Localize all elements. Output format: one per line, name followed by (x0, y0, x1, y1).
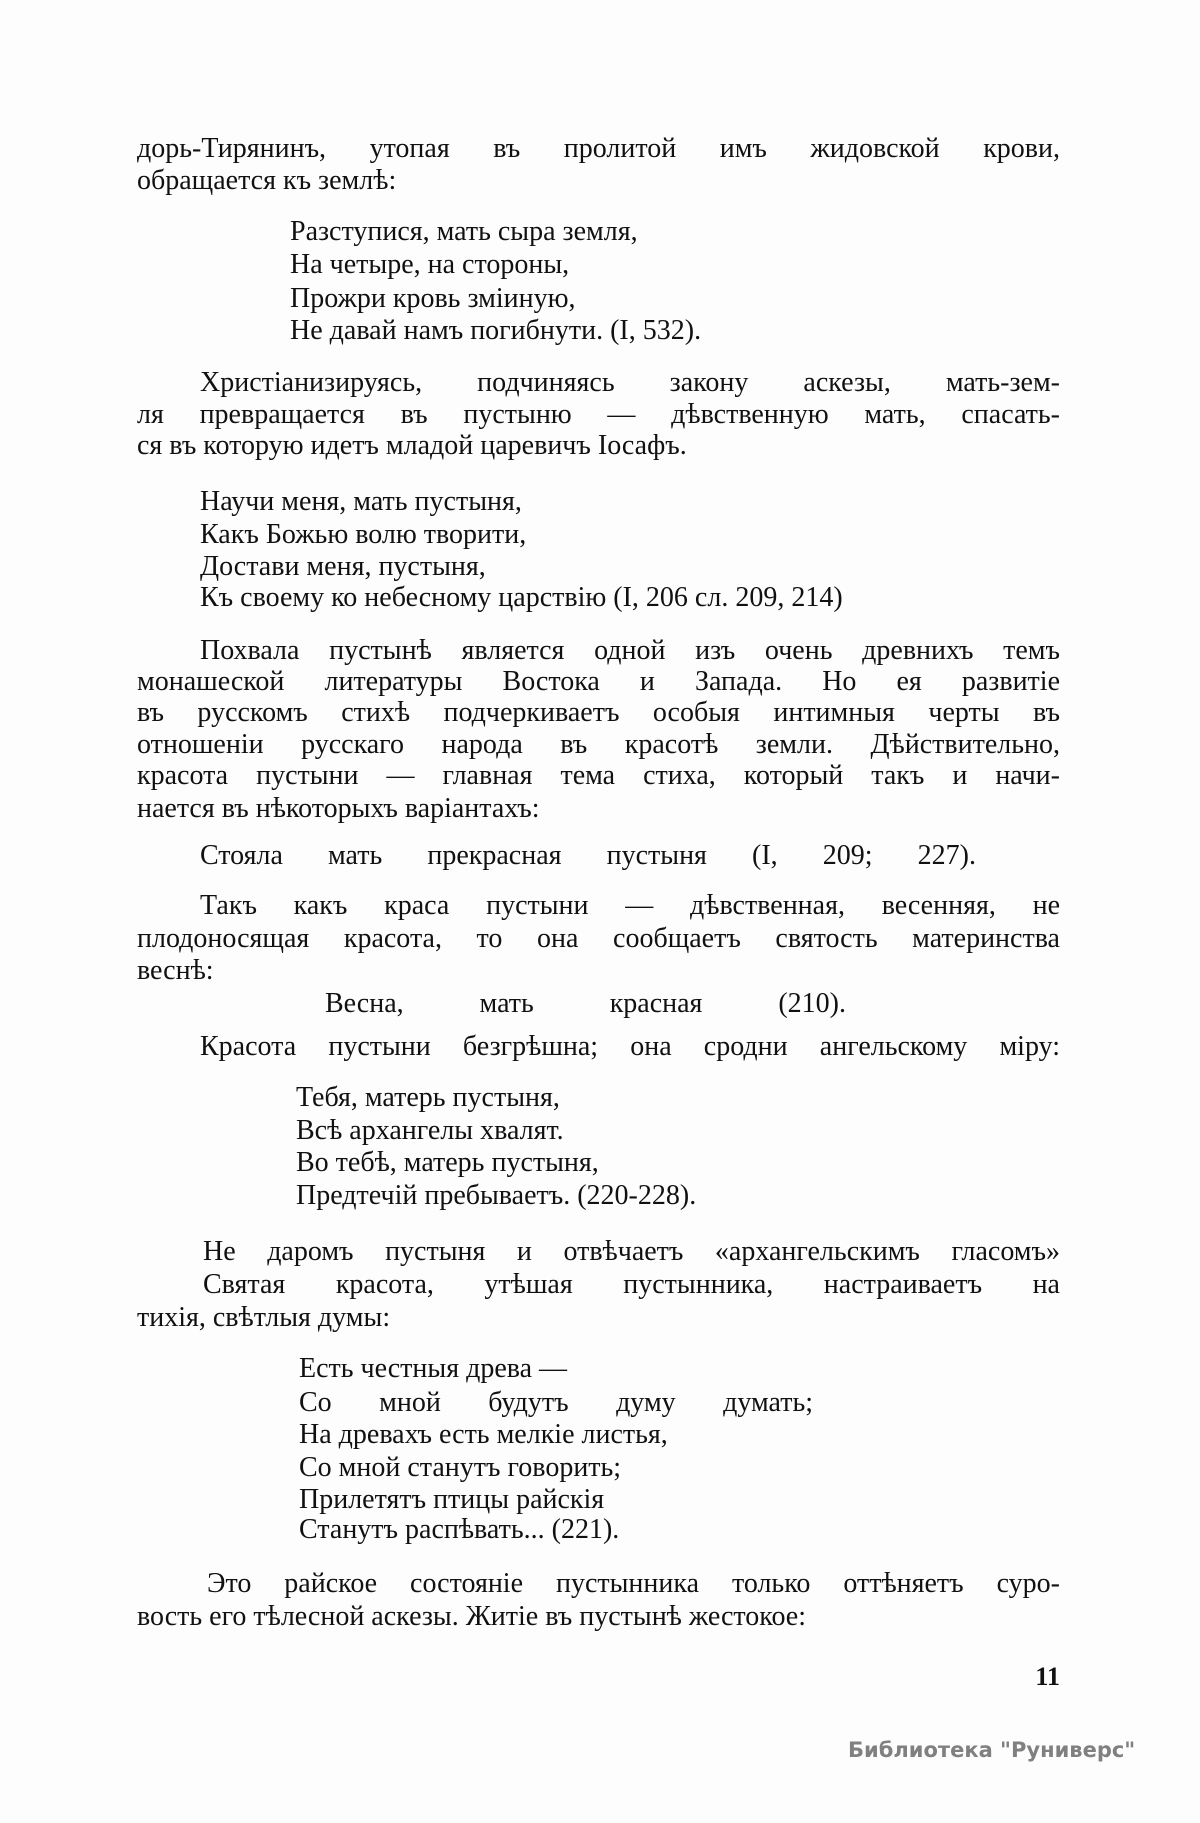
text-line: вость его тѣлесной аскезы. Житіе въ пустынѣ жестокое: (137, 1601, 807, 1632)
text-line: нается въ нѣкоторыхъ варіантахъ: (137, 793, 540, 824)
verse-line: Прилетятъ птицы райскія (299, 1484, 605, 1515)
text-line: Святая красота, утѣшая пустынника, настраиваетъ на (203, 1269, 1060, 1300)
text-line: плодоносящая красота, то она сообщаетъ святость материнства (137, 923, 1060, 954)
text-line: въ русскомъ стихѣ подчеркиваетъ особыя интимныя черты въ (137, 697, 1060, 728)
text-line: веснѣ: (137, 955, 214, 986)
verse-line: Прожри кровь зміиную, (290, 283, 576, 314)
verse-line: Со мной станутъ говорить; (299, 1452, 622, 1483)
verse-line: Есть честныя древа — (299, 1353, 568, 1384)
verse-line: Къ своему ко небесному царствію (I, 206 сл. 209, 214) (200, 582, 843, 613)
text-line: Такъ какъ краса пустыни — дѣвственная, весенняя, не (200, 890, 1060, 921)
text-line: отношеніи русскаго народа въ красотѣ земли. Дѣйствительно, (137, 729, 1060, 760)
verse-line: Во тебѣ, матерь пустыня, (296, 1147, 599, 1178)
verse-line: Станутъ распѣвать... (221). (299, 1514, 620, 1545)
library-watermark: Библиотека "Руниверс" (848, 1738, 1136, 1762)
verse-line: Всѣ архангелы хвалят. (296, 1115, 564, 1146)
verse-line: На древахъ есть мелкіе листья, (299, 1419, 668, 1450)
text-line: обращается къ землѣ: (137, 165, 397, 196)
text-line: красота пустыни — главная тема стиха, который такъ и начи- (137, 760, 1060, 791)
verse-line: Со мной будутъ думу думать; (299, 1387, 813, 1418)
text-line: ся въ которую идетъ младой царевичъ Іосафъ. (137, 430, 687, 461)
text-line: Похвала пустынѣ является одной изъ очень древнихъ темъ (200, 635, 1060, 666)
verse-line: Научи меня, мать пустыня, (200, 486, 522, 517)
text-line: Не даромъ пустыня и отвѣчаетъ «архангельскимъ гласомъ» (203, 1236, 1060, 1267)
verse-line: На четыре, на стороны, (290, 249, 570, 280)
page-number: 11 (1035, 1662, 1060, 1691)
text-line: монашеской литературы Востока и Запада. Но ея развитіе (137, 666, 1060, 697)
verse-line: Предтечій пребываетъ. (220-228). (296, 1180, 697, 1211)
verse-line: Достави меня, пустыня, (200, 551, 486, 582)
verse-line: Разступися, мать сыра земля, (290, 216, 638, 247)
text-line: дорь-Тирянинъ, утопая въ пролитой имъ жидовской крови, (137, 133, 1060, 164)
quote-line: Весна, мать красная (210). (325, 988, 846, 1019)
text-line: Христіанизируясь, подчиняясь закону аскезы, мать-зем- (200, 367, 1060, 398)
text-line: тихія, свѣтлыя думы: (137, 1302, 391, 1333)
text-line: Красота пустыни безгрѣшна; она сродни ангельскому міру: (200, 1031, 1060, 1062)
quote-line: Стояла мать прекрасная пустыня (I, 209; 227). (200, 840, 976, 871)
verse-line: Тебя, матерь пустыня, (296, 1082, 560, 1113)
text-line: ля превращается въ пустыню — дѣвственную мать, спасать- (137, 399, 1060, 430)
verse-line: Какъ Божью волю творити, (200, 519, 527, 550)
verse-line: Не давай намъ погибнути. (I, 532). (290, 315, 702, 346)
text-line: Это райское состояніе пустынника только оттѣняетъ суро- (207, 1568, 1060, 1599)
